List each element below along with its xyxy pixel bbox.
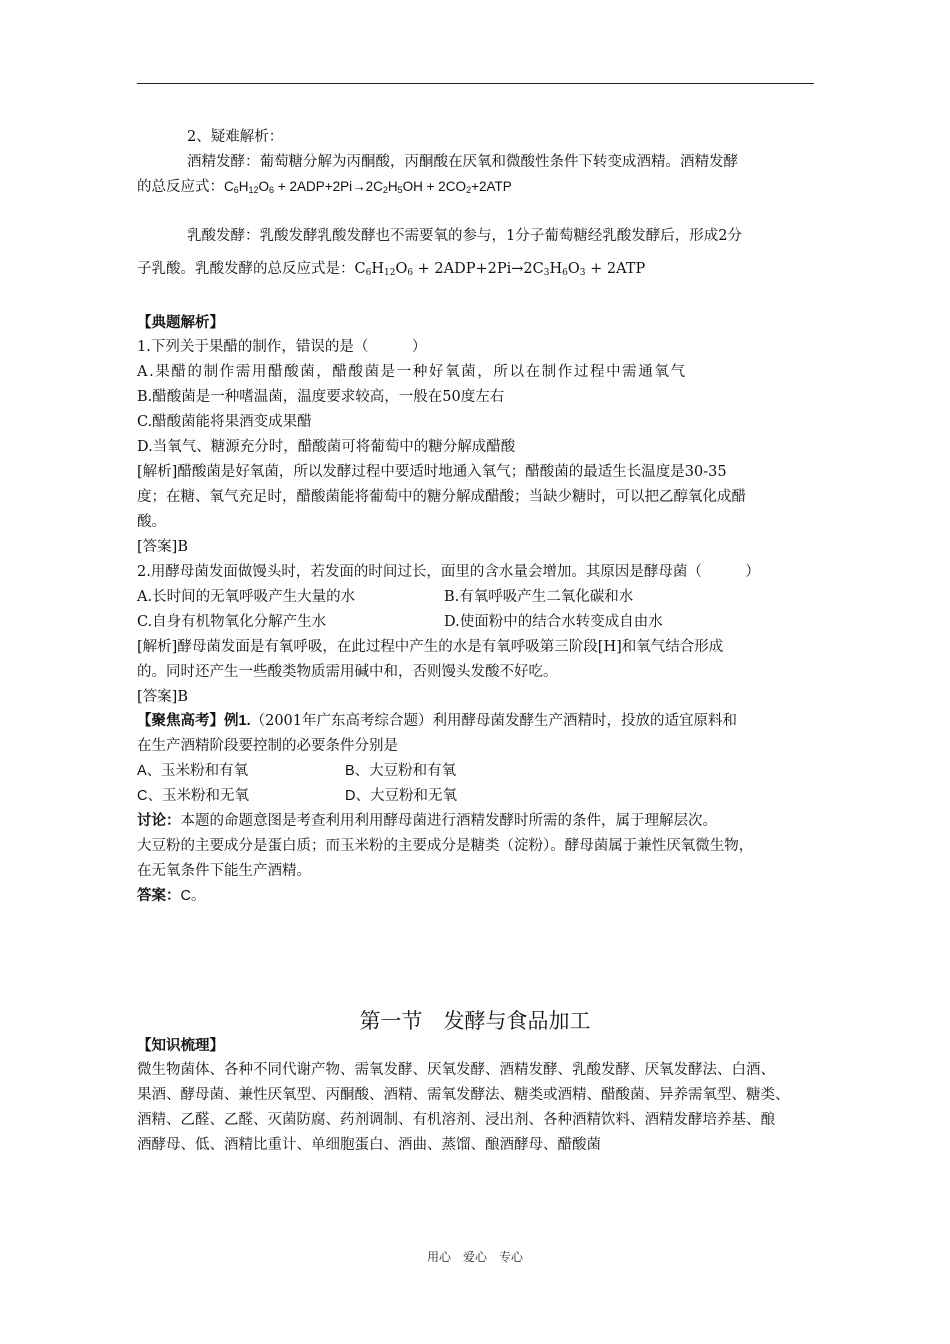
q2-analysis-line-1: [解析]酵母菌发面是有氧呼吸，在此过程中产生的水是有氧呼吸第三阶段[H]和氧气结合形成 xyxy=(137,639,724,655)
alcohol-formula: $C_6H_{12}O_6 + 2ADP+2Pi\to 2C_2H_5OH + 2CO_2+2ATP$ xyxy=(224,179,512,195)
q2-option-d: D.使面粉中的结合水转变成自由水 xyxy=(444,614,663,630)
focus-options-row-1 xyxy=(137,761,817,781)
alcohol-paragraph-line-1: 酒精发酵：葡萄糖分解为丙酮酸，丙酮酸在厌氧和微酸性条件下转变成酒精。酒精发酵 xyxy=(187,154,738,170)
focus-discuss-text: 本题的命题意图是考查利用利用酵母菌进行酒精发酵时所需的条件，属于理解层次。 xyxy=(180,813,717,829)
q1-analysis-line-1: [解析]醋酸菌是好氧菌，所以发酵过程中要适时地通入氧气；醋酸菌的最适生长温度是30-35 xyxy=(137,464,727,480)
q1-analysis-line-2: 度；在糖、氧气充足时，醋酸菌能将葡萄中的糖分解成醋酸；当缺少糖时，可以把乙醇氧化成醋 xyxy=(137,489,746,505)
focus-discuss-line-2: 大豆粉的主要成分是蛋白质；而玉米粉的主要成分是糖类（淀粉）。酵母菌属于兼性厌氧微生物， xyxy=(137,838,754,854)
focus-stem-line-2: 在生产酒精阶段要控制的必要条件分别是 xyxy=(137,738,398,754)
focus-option-b: B、大豆粉和有氧 xyxy=(345,763,457,779)
focus-answer xyxy=(137,886,817,906)
q1-option-b: B.醋酸菌是一种嗜温菌，温度要求较高，一般在50度左右 xyxy=(137,389,505,405)
focus-answer-text: C。 xyxy=(180,888,206,904)
knowledge-line-3: 酒精、乙醛、乙醛、灭菌防腐、药剂调制、有机溶剂、浸出剂、各种酒精饮料、酒精发酵培养基、酿 xyxy=(137,1112,775,1128)
q2-option-a: A.长时间的无氧呼吸产生大量的水 xyxy=(137,589,356,605)
q1-option-d: D.当氧气、糖源充分时，醋酸菌可将葡萄中的糖分解成醋酸 xyxy=(137,439,516,455)
q1-option-c: C.醋酸菌能将果酒变成果醋 xyxy=(137,414,312,430)
q2-options-row-1 xyxy=(137,587,817,607)
q2-options-row-2 xyxy=(137,612,817,632)
focus-example-label: 例1. xyxy=(224,713,251,729)
difficult-heading: 2、疑难解析： xyxy=(187,129,284,145)
q2-analysis-line-2: 的。同时还产生一些酸类物质需用碱中和，否则馒头发酸不好吃。 xyxy=(137,664,558,680)
lactic-paragraph-line-2: 子乳酸。乳酸发酵的总反应式是：$C_6H_{12}O_6 + 2ADP+2Pi\to 2C_3H_6O_3 + 2ATP$ xyxy=(137,261,646,278)
knowledge-heading: 【知识梳理】 xyxy=(137,1037,224,1054)
focus-discuss-line-3: 在无氧条件下能生产酒精。 xyxy=(137,863,311,879)
q1-analysis-line-3: 酸。 xyxy=(137,514,166,530)
focus-stem-text: （2001年广东高考综合题）利用酵母菌发酵生产酒精时，投放的适宜原料和 xyxy=(250,713,737,729)
alcohol-paragraph-line-2 xyxy=(137,177,817,200)
focus-options-row-2 xyxy=(137,786,817,806)
q1-stem: 1.下列关于果醋的制作，错误的是（ ） xyxy=(137,339,427,355)
header-rule xyxy=(137,83,814,84)
lactic-paragraph-line-1: 乳酸发酵：乳酸发酵乳酸发酵也不需要氧的参与，1分子葡萄糖经乳酸发酵后，形成2分 xyxy=(187,228,742,244)
focus-discuss-label: 讨论： xyxy=(137,812,181,829)
knowledge-line-1: 微生物菌体、各种不同代谢产物、需氧发酵、厌氧发酵、酒精发酵、乳酸发酵、厌氧发酵法、白酒、 xyxy=(137,1062,775,1078)
knowledge-line-4: 酒酵母、低、酒精比重计、单细胞蛋白、酒曲、蒸馏、酿酒酵母、醋酸菌 xyxy=(137,1137,601,1153)
typical-heading: 【典题解析】 xyxy=(137,314,224,331)
focus-stem-line-1 xyxy=(137,711,817,731)
q2-option-b: B.有氧呼吸产生二氧化碳和水 xyxy=(444,589,634,605)
focus-option-a: A、玉米粉和有氧 xyxy=(137,763,249,779)
focus-option-d: D、大豆粉和无氧 xyxy=(345,788,457,804)
focus-discuss-line-1 xyxy=(137,811,817,831)
section-title: 第一节 发酵与食品加工 xyxy=(359,1009,591,1033)
q1-answer: [答案]B xyxy=(137,539,188,555)
knowledge-line-2: 果酒、酵母菌、兼性厌氧型、丙酮酸、酒精、需氧发酵法、糖类或酒精、醋酸菌、异养需氧型、糖类、 xyxy=(137,1087,790,1103)
focus-answer-label: 答案： xyxy=(137,887,181,904)
page-footer: 用心 爱心 专心 xyxy=(426,1250,523,1264)
q2-stem: 2.用酵母菌发面做馒头时，若发面的时间过长，面里的含水量会增加。其原因是酵母菌（ ） xyxy=(137,564,760,580)
q2-option-c: C.自身有机物氧化分解产生水 xyxy=(137,614,327,630)
q1-option-a: A.果醋的制作需用醋酸菌，醋酸菌是一种好氧菌，所以在制作过程中需通氧气 xyxy=(137,364,687,380)
focus-tag: 【聚焦高考】 xyxy=(137,712,224,729)
q2-answer: [答案]B xyxy=(137,689,188,705)
focus-option-c: C、玉米粉和无氧 xyxy=(137,788,249,804)
alcohol-formula-prefix: 的总反应式： xyxy=(137,179,224,195)
